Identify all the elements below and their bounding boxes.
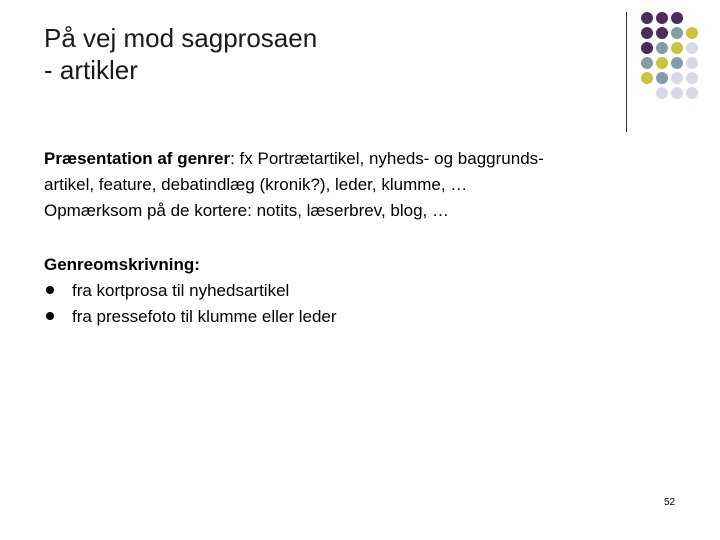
decorative-dot <box>671 42 683 54</box>
genre-presentation-line-2: artikel, feature, debatindlæg (kronik?), leder, klumme, … <box>44 175 468 194</box>
decorative-dot <box>656 27 668 39</box>
decorative-dot <box>686 72 698 84</box>
decorative-dot <box>671 27 683 39</box>
bullet-dot-icon <box>46 286 54 294</box>
page-number: 52 <box>664 497 676 508</box>
decorative-dot <box>671 12 683 24</box>
genre-presentation-label: Præsentation af genrer <box>44 149 231 168</box>
slide-title <box>44 22 317 86</box>
decorative-dot <box>671 87 683 99</box>
title-divider <box>626 12 627 132</box>
decorative-dot <box>641 27 653 39</box>
title-line-2: - artikler <box>44 55 138 85</box>
decorative-dot <box>641 42 653 54</box>
title-line-1: På vej mod sagprosaen <box>44 23 318 53</box>
decorative-dot <box>656 72 668 84</box>
decorative-dot <box>671 57 683 69</box>
decorative-dot <box>641 12 653 24</box>
decorative-dot <box>671 72 683 84</box>
bullet-item <box>44 278 694 304</box>
genre-presentation-line-1 <box>44 146 694 172</box>
decorative-dot <box>641 72 653 84</box>
genre-presentation-text: : fx Portrætartikel, nyheds- og baggrunds- <box>230 149 544 168</box>
decorative-dot <box>686 42 698 54</box>
section-heading: Genreomskrivning: <box>44 255 200 274</box>
decorative-dot <box>686 57 698 69</box>
decorative-dot <box>686 27 698 39</box>
bullet-text: fra kortprosa til nyhedsartikel <box>72 281 290 300</box>
decorative-dot <box>656 87 668 99</box>
decorative-dot <box>656 42 668 54</box>
bullet-text: fra pressefoto til klumme eller leder <box>72 307 337 326</box>
decorative-dot <box>641 57 653 69</box>
shorter-genres-line: Opmærksom på de kortere: notits, læserbrev, blog, … <box>44 201 450 220</box>
decorative-dot <box>686 87 698 99</box>
decorative-dot <box>656 57 668 69</box>
bullet-item <box>44 304 694 330</box>
bullet-dot-icon <box>46 312 54 320</box>
slide-body <box>44 146 694 330</box>
decorative-dot <box>656 12 668 24</box>
